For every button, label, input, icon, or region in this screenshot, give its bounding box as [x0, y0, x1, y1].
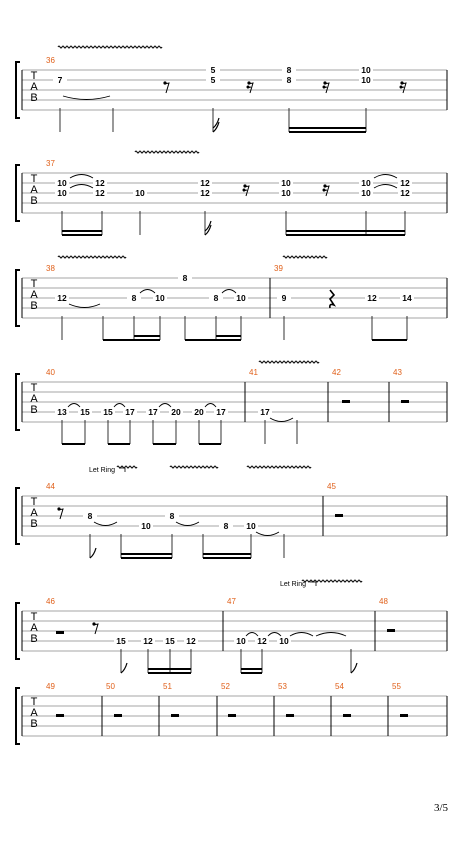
rest-8 — [92, 622, 98, 634]
fret-number: 15 — [80, 407, 90, 417]
rest-whole — [114, 714, 122, 717]
fret-number: 15 — [165, 636, 175, 646]
let-ring-marker — [280, 581, 316, 588]
fret-number: 20 — [171, 407, 181, 417]
fret-number: 8 — [286, 65, 292, 75]
fret-number: 7 — [57, 75, 63, 85]
rest-16 — [247, 81, 254, 93]
tie — [140, 290, 155, 294]
tab-clef-letter: A — [30, 507, 38, 519]
fret-number: 5 — [210, 75, 216, 85]
measure-number: 39 — [274, 264, 283, 273]
measure-number: 55 — [392, 682, 401, 691]
vibrato-mark — [259, 361, 319, 363]
rest-whole — [401, 400, 409, 403]
tab-clef-letter: T — [30, 496, 38, 508]
svg-text:Let Ring: Let Ring — [280, 581, 307, 588]
rest-8 — [57, 507, 63, 519]
measure-number: 52 — [221, 682, 230, 691]
rest-8 — [163, 81, 169, 93]
measure-number: 53 — [278, 682, 287, 691]
rest-whole — [387, 629, 395, 632]
system-bracket — [16, 603, 20, 659]
measure-number: 50 — [106, 682, 115, 691]
tab-clef-letter: T — [30, 70, 38, 82]
rest-16 — [323, 184, 330, 196]
fret-number: 12 — [257, 636, 267, 646]
fret-number: 12 — [95, 178, 105, 188]
tie — [374, 185, 397, 189]
measure-number: 54 — [335, 682, 344, 691]
vibrato-mark — [247, 466, 311, 468]
rest-whole — [56, 714, 64, 717]
fret-number: 10 — [155, 293, 165, 303]
fret-number: 12 — [367, 293, 377, 303]
tab-clef-letter: T — [30, 696, 38, 708]
tab-clef-letter: T — [30, 173, 38, 185]
fret-number: 12 — [200, 188, 210, 198]
fret-number: 8 — [131, 293, 137, 303]
fret-number: 8 — [223, 521, 229, 531]
fret-number: 10 — [246, 521, 256, 531]
tie — [114, 404, 125, 408]
tie — [270, 418, 293, 422]
fret-number: 10 — [281, 178, 291, 188]
tie — [316, 633, 346, 637]
fret-number: 5 — [210, 65, 216, 75]
measure-number: 42 — [332, 368, 341, 377]
fret-number: 10 — [57, 178, 67, 188]
system-bracket — [16, 688, 20, 744]
fret-number: 17 — [216, 407, 226, 417]
rest-whole — [286, 714, 294, 717]
tie — [222, 290, 236, 294]
system-bracket — [16, 165, 20, 221]
fret-number: 12 — [143, 636, 153, 646]
measure-number: 40 — [46, 368, 55, 377]
fret-number: 8 — [213, 293, 219, 303]
tie — [159, 404, 171, 408]
measure-number: 47 — [227, 597, 236, 606]
fret-number: 10 — [361, 65, 371, 75]
measure-number: 44 — [46, 482, 55, 491]
tab-clef-letter: B — [30, 633, 38, 645]
fret-number: 10 — [281, 188, 291, 198]
measure-number: 36 — [46, 56, 55, 65]
vibrato-mark — [58, 256, 126, 258]
note-flag — [90, 548, 96, 558]
fret-number: 15 — [116, 636, 126, 646]
fret-number: 10 — [361, 178, 371, 188]
measure-number: 48 — [379, 597, 388, 606]
let-ring-marker — [89, 467, 125, 474]
tab-clef-letter: B — [30, 518, 38, 530]
fret-number: 10 — [135, 188, 145, 198]
fret-number: 17 — [148, 407, 158, 417]
tie — [94, 522, 117, 526]
tie — [63, 96, 110, 100]
tab-clef-letter: B — [30, 718, 38, 730]
page-number: 3/5 — [433, 802, 448, 814]
tab-clef-letter: A — [30, 707, 38, 719]
rest-16 — [323, 81, 330, 93]
rest-16 — [400, 81, 407, 93]
rest-whole — [400, 714, 408, 717]
fret-number: 12 — [400, 178, 410, 188]
fret-number: 12 — [200, 178, 210, 188]
measure-number: 46 — [46, 597, 55, 606]
fret-number: 8 — [286, 75, 292, 85]
tie — [256, 532, 279, 536]
tie — [374, 175, 397, 179]
fret-number: 12 — [57, 293, 67, 303]
fret-number: 10 — [361, 188, 371, 198]
tab-clef-letter: A — [30, 622, 38, 634]
tab-clef-letter: A — [30, 393, 38, 405]
fret-number: 20 — [194, 407, 204, 417]
tie — [70, 185, 93, 189]
tie — [176, 522, 199, 526]
fret-number: 10 — [236, 636, 246, 646]
fret-number: 12 — [95, 188, 105, 198]
rest-4 — [330, 290, 334, 308]
vibrato-mark — [170, 466, 218, 468]
tab-clef-letter: A — [30, 81, 38, 93]
tie — [69, 304, 100, 308]
system-bracket — [16, 62, 20, 118]
vibrato-mark — [58, 46, 162, 48]
tab-clef-letter: B — [30, 300, 38, 312]
system-bracket — [16, 488, 20, 544]
note-flag — [121, 663, 127, 673]
fret-number: 10 — [141, 521, 151, 531]
fret-number: 8 — [169, 511, 175, 521]
measure-number: 49 — [46, 682, 55, 691]
rest-16 — [243, 184, 250, 196]
fret-number: 9 — [281, 293, 287, 303]
measure-number: 38 — [46, 264, 55, 273]
vibrato-mark — [283, 256, 327, 258]
tie — [290, 633, 313, 637]
note-flag — [351, 663, 357, 673]
tab-clef-letter: T — [30, 611, 38, 623]
fret-number: 12 — [400, 188, 410, 198]
vibrato-mark — [135, 151, 199, 153]
svg-text:Let Ring: Let Ring — [89, 467, 116, 474]
rest-whole — [343, 714, 351, 717]
measure-number: 37 — [46, 159, 55, 168]
tab-clef-letter: A — [30, 184, 38, 196]
measure-number: 43 — [393, 368, 402, 377]
fret-number: 17 — [125, 407, 135, 417]
tie — [68, 404, 80, 408]
tab-clef-letter: T — [30, 278, 38, 290]
fret-number: 10 — [361, 75, 371, 85]
rest-whole — [335, 514, 343, 517]
rest-whole — [171, 714, 179, 717]
fret-number: 15 — [103, 407, 113, 417]
tab-clef-letter: B — [30, 92, 38, 104]
fret-number: 8 — [87, 511, 93, 521]
tie — [70, 175, 93, 179]
fret-number: 17 — [260, 407, 270, 417]
fret-number: 10 — [236, 293, 246, 303]
tab-clef-letter: B — [30, 404, 38, 416]
rest-half — [56, 631, 64, 634]
rest-whole — [228, 714, 236, 717]
measure-number: 41 — [249, 368, 258, 377]
system-bracket — [16, 270, 20, 326]
measure-number: 45 — [327, 482, 336, 491]
measure-number: 51 — [163, 682, 172, 691]
fret-number: 10 — [279, 636, 289, 646]
system-bracket — [16, 374, 20, 430]
tab-clef-letter: T — [30, 382, 38, 394]
tab-clef-letter: B — [30, 195, 38, 207]
fret-number: 13 — [57, 407, 67, 417]
fret-number: 14 — [402, 293, 412, 303]
tie — [246, 633, 258, 637]
tie — [205, 404, 216, 408]
fret-number: 12 — [186, 636, 196, 646]
tab-clef-letter: A — [30, 289, 38, 301]
rest-whole — [342, 400, 350, 403]
fret-number: 10 — [57, 188, 67, 198]
fret-number: 8 — [182, 273, 188, 283]
